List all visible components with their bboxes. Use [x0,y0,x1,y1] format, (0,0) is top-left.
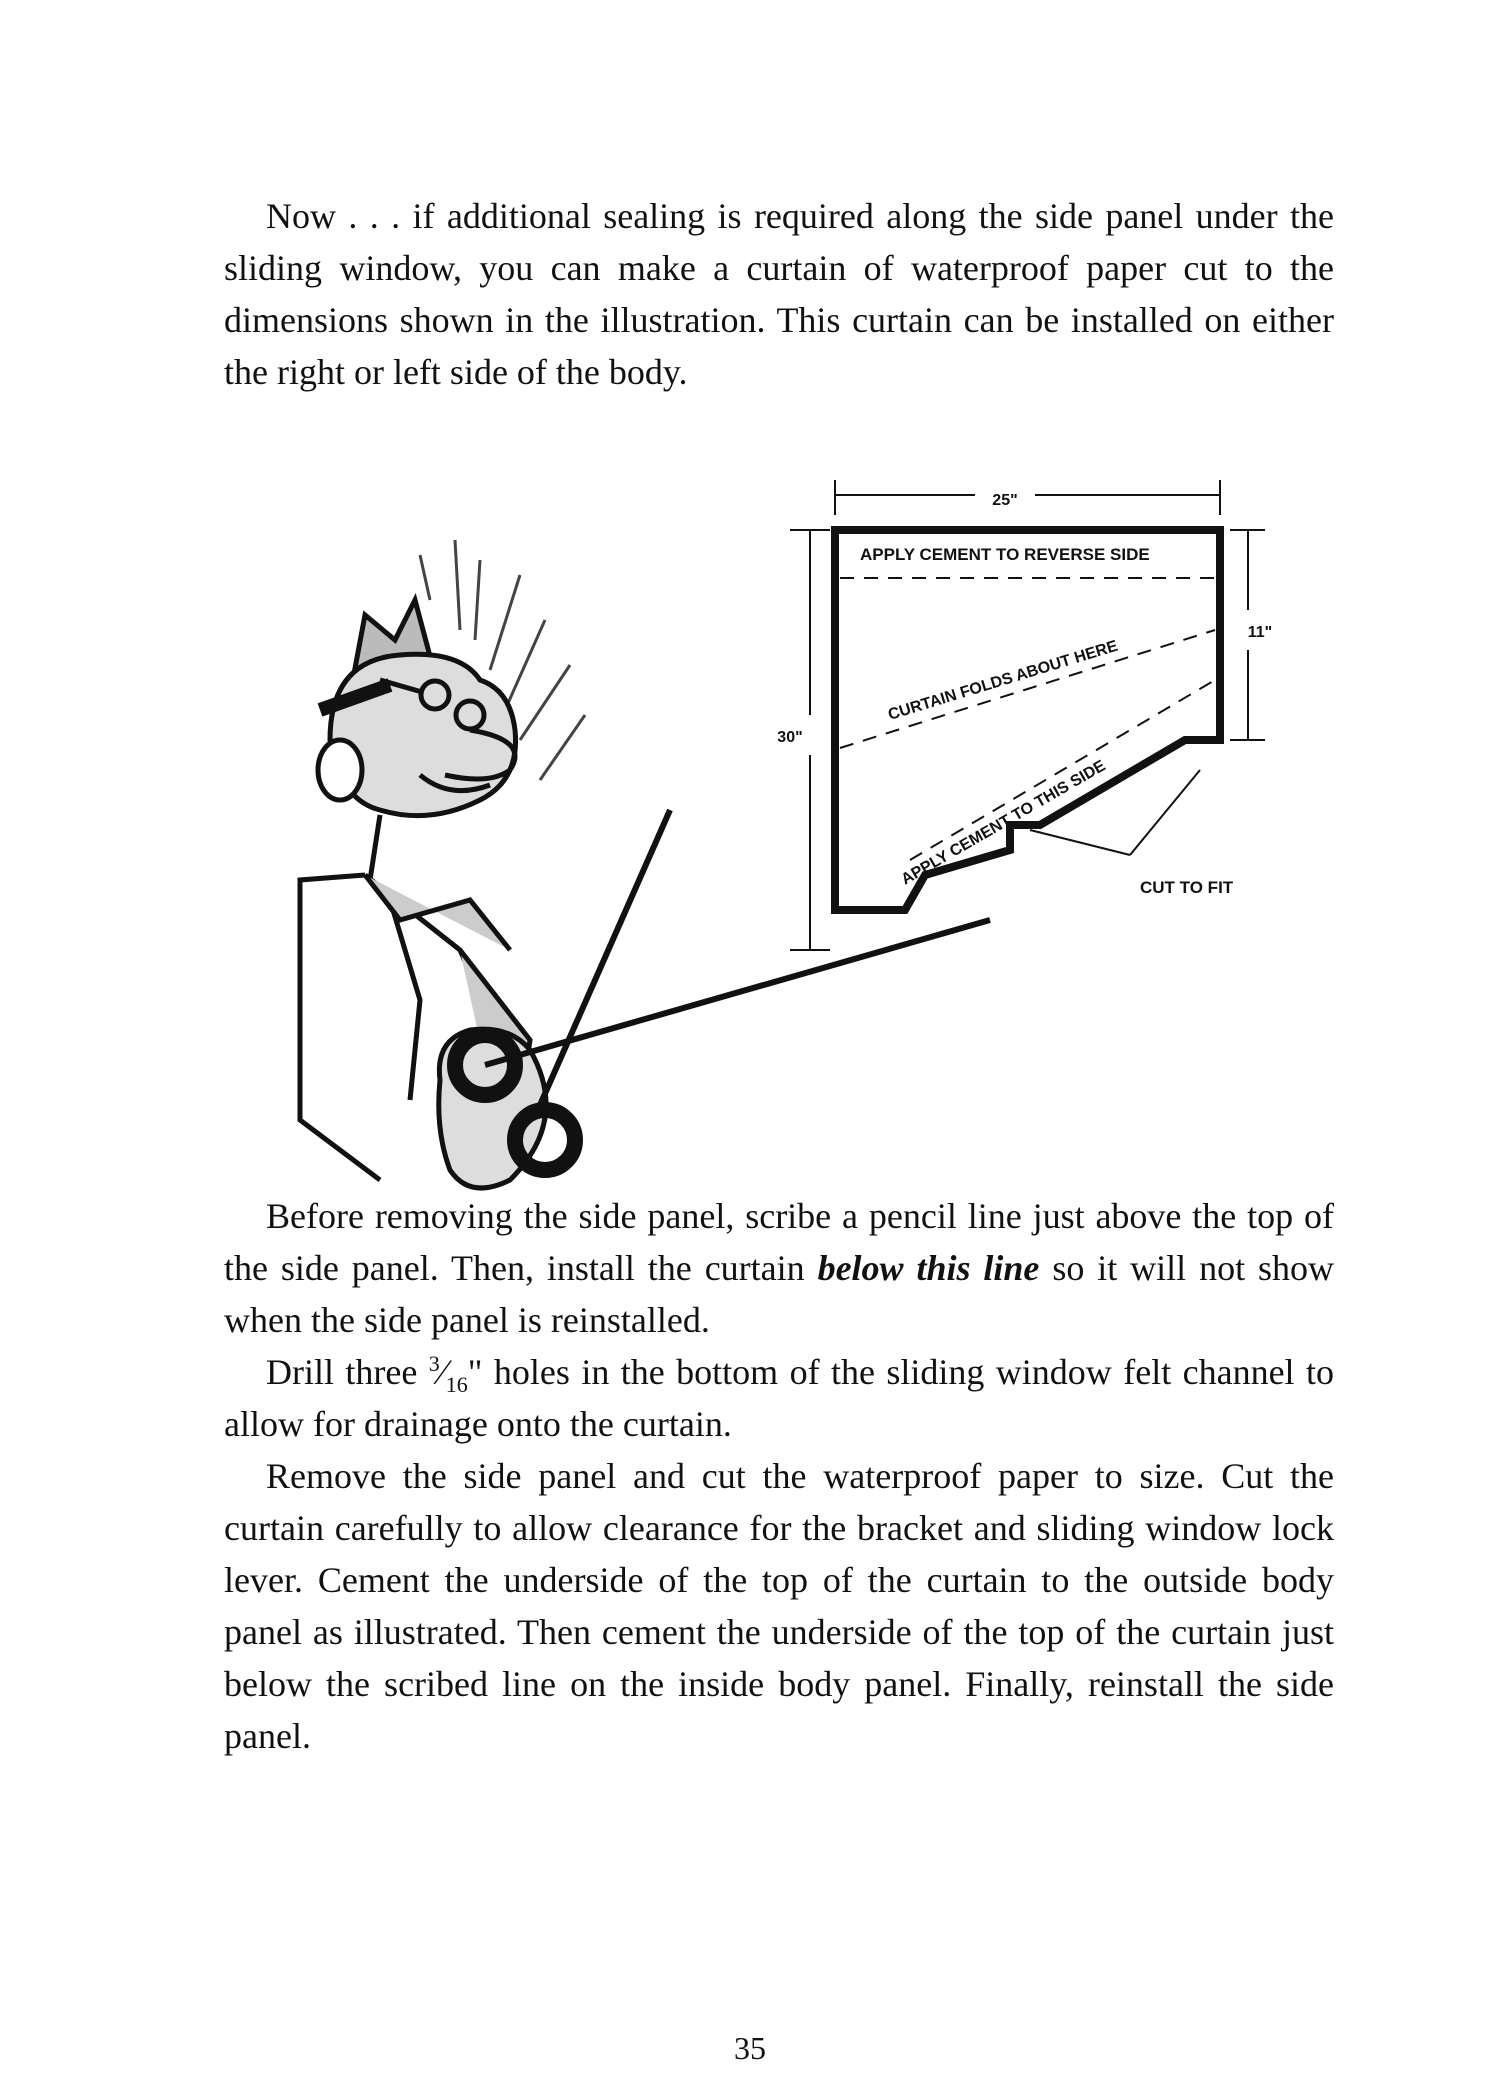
width-dimension-label: 25" [992,492,1018,509]
side-dimension-label: 11" [1247,624,1273,641]
cement-side-note: APPLY CEMENT TO THIS SIDE [898,757,1109,889]
paragraph-2 [224,1190,1334,1346]
cartoon-man-figure [300,540,585,1188]
paragraph-3 [224,1346,1334,1450]
intro-paragraph [224,190,1334,398]
fraction-denominator: 16 [445,1372,468,1398]
paragraph-2-text-end: so it will not show when the side panel is reinstalled. [224,1248,1335,1340]
fraction-numerator: 3 [428,1351,440,1376]
height-dimension-label: 30" [777,729,803,746]
paragraph-3-text-end: " holes in the bottom of the sliding window felt channel to allow for drainage onto the curtain. [224,1352,1334,1444]
paragraph-4: Remove the side panel and cut the waterproof paper to size. Cut the curtain carefully to allow clearance for the bracket and sliding window lock lever. Cement the underside of the top of the curtain to the outside body panel as illustrated. Then cement the underside of the top of the curtain just below the scribed line on the inside body panel. Finally, reinstall the side panel. [224,1456,1334,1756]
fold-note: CURTAIN FOLDS ABOUT HERE [886,637,1120,724]
instructions-block [224,1190,1334,1762]
paragraph-2-emphasis: below this line [817,1248,1040,1288]
paragraph-2-text-start: Before removing the side panel, scribe a pencil line just above the top of the side panel. Then, install the curtain [224,1196,1334,1288]
paragraph-3-text-start: Drill three [266,1352,429,1392]
top-cement-note: APPLY CEMENT TO REVERSE SIDE [860,545,1150,564]
curtain-illustration [270,480,1300,1200]
cut-to-fit-note: CUT TO FIT [1140,878,1234,897]
fraction-three-sixteenths: $^3⁄_{16}$ [428,1351,468,1398]
paragraph-1: Now . . . if additional sealing is required along the side panel under the sliding window, you can make a curtain of waterproof paper cut to the dimensions shown in the illustration. This curtain can be installed on either the right or left side of the body. [224,196,1334,392]
page-number: 35 [734,2030,766,2066]
